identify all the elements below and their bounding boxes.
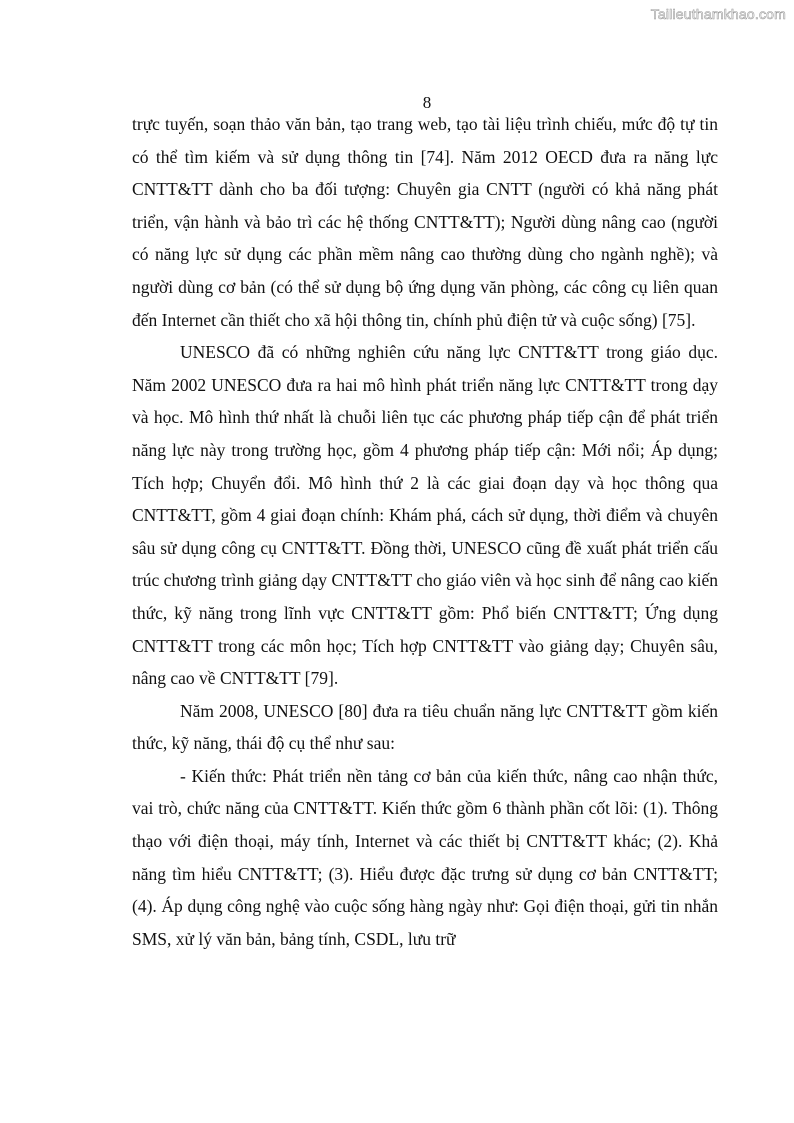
- watermark: Tailieuthamkhao.com: [650, 6, 786, 22]
- paragraph-4: - Kiến thức: Phát triển nền tảng cơ bản của kiến thức, nâng cao nhận thức, vai trò, chức năng của CNTT&TT. Kiến thức gồm 6 thành phần cốt lõi: (1). Thông thạo với điện thoại, máy tính, Internet và các thiết bị CNTT&TT khác; (2). Khả năng tìm hiểu CNTT&TT; (3). Hiểu được đặc trưng sử dụng cơ bản CNTT&TT; (4). Áp dụng công nghệ vào cuộc sống hàng ngày như: Gọi điện thoại, gửi tin nhắn SMS, xử lý văn bản, bảng tính, CSDL, lưu trữ: [132, 765, 718, 949]
- paragraph-3: Năm 2008, UNESCO [80] đưa ra tiêu chuẩn năng lực CNTT&TT gồm kiến thức, kỹ năng, thái độ cụ thể như sau:: [132, 700, 718, 754]
- paragraph-2: UNESCO đã có những nghiên cứu năng lực CNTT&TT trong giáo dục. Năm 2002 UNESCO đưa ra hai mô hình phát triển năng lực CNTT&TT trong dạy và học. Mô hình thứ nhất là chuỗi liên tục các phương pháp tiếp cận để phát triển năng lực này trong trường học, gồm 4 phương pháp tiếp cận: Mới nổi; Áp dụng; Tích hợp; Chuyển đổi. Mô hình thứ 2 là các giai đoạn dạy và học thông qua CNTT&TT, gồm 4 giai đoạn chính: Khám phá, cách sử dụng, thời điểm và chuyên sâu sử dụng công cụ CNTT&TT. Đồng thời, UNESCO cũng đề xuất phát triển cấu trúc chương trình giảng dạy CNTT&TT cho giáo viên và học sinh để nâng cao kiến thức, kỹ năng trong lĩnh vực CNTT&TT gồm: Phổ biến CNTT&TT; Ứng dụng CNTT&TT trong các môn học; Tích hợp CNTT&TT vào giảng dạy; Chuyên sâu, nâng cao về CNTT&TT [79].: [132, 342, 718, 689]
- paragraph-1: trực tuyến, soạn thảo văn bản, tạo trang web, tạo tài liệu trình chiếu, mức độ tự tin có thể tìm kiếm và sử dụng thông tin [74]. Năm 2012 OECD đưa ra năng lực CNTT&TT dành cho ba đối tượng: Chuyên gia CNTT (người có khả năng phát triển, vận hành và bảo trì các hệ thống CNTT&TT); Người dùng nâng cao (người có năng lực sử dụng các phần mềm nâng cao thường dùng cho ngành nghề); và người dùng cơ bản (có thể sử dụng bộ ứng dụng văn phòng, các công cụ liên quan đến Internet cần thiết cho xã hội thông tin, chính phủ điện tử và cuộc sống) [75].: [132, 114, 718, 330]
- document-body: [132, 108, 718, 955]
- page-number: 8: [422, 93, 432, 112]
